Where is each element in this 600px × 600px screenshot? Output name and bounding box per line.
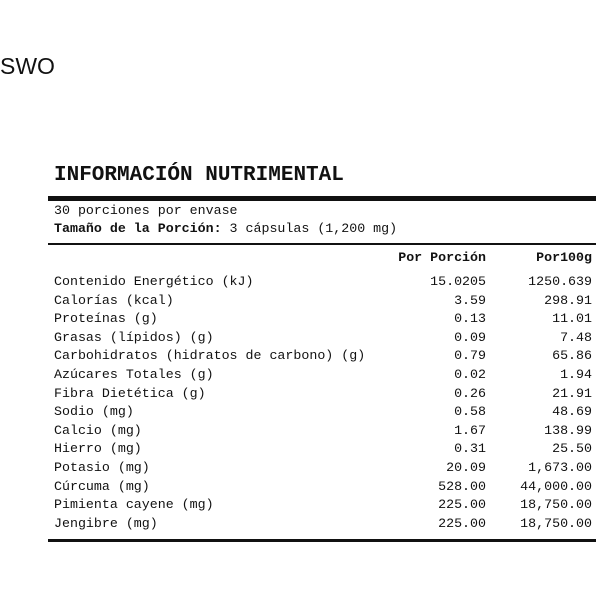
value-per-serving: 225.00: [438, 515, 486, 531]
value-per-serving: 0.58: [454, 404, 486, 420]
table-row: [48, 478, 596, 497]
nutrition-facts-panel: [48, 158, 596, 542]
nutrient-name: Calorías (kcal): [54, 292, 174, 308]
value-per-serving: 0.26: [454, 385, 486, 401]
table-row: [48, 440, 596, 459]
value-per-100g: 65.86: [552, 348, 592, 364]
column-header-per-100g: Por100g: [536, 250, 592, 265]
table-header-row: [48, 245, 596, 269]
column-header-per-serving: Por Porción: [398, 250, 486, 265]
table-row: [48, 347, 596, 366]
serving-size: [54, 220, 596, 238]
table-row: [48, 403, 596, 422]
nutrient-table: [48, 245, 596, 533]
value-per-serving: 1.67: [454, 422, 486, 438]
column-header-nutrient: [48, 245, 376, 269]
table-row: [48, 310, 596, 329]
value-per-100g: 18,750.00: [520, 497, 592, 513]
table-row: [48, 385, 596, 404]
nutrient-name: Jengibre (mg): [54, 515, 158, 531]
nutrient-name: Carbohidratos (hidratos de carbono) (g): [54, 348, 366, 364]
serving-size-label: Tamaño de la Porción:: [54, 221, 222, 236]
table-row: [48, 496, 596, 515]
nutrient-name: Contenido Energético (kJ): [54, 274, 254, 289]
table-row: [48, 422, 596, 441]
table-row: [48, 329, 596, 348]
value-per-serving: 3.59: [454, 292, 486, 308]
table-row: [48, 459, 596, 478]
value-per-100g: 25.50: [552, 441, 592, 457]
table-row: [48, 366, 596, 385]
nutrient-name: Fibra Dietética (g): [54, 385, 206, 401]
brand-name: SWO: [0, 53, 55, 79]
value-per-serving: 225.00: [438, 497, 486, 513]
value-per-100g: 18,750.00: [520, 515, 592, 531]
bottom-divider: [48, 539, 596, 542]
value-per-serving: 528.00: [438, 478, 486, 494]
value-per-serving: 0.31: [454, 441, 486, 457]
value-per-serving: 15.0205: [430, 274, 486, 289]
value-per-100g: 1,673.00: [528, 459, 592, 475]
serving-size-value: 3 cápsulas (1,200 mg): [221, 221, 398, 236]
serving-info: [48, 201, 596, 243]
nutrient-name: Pimienta cayene (mg): [54, 497, 214, 513]
nutrient-name: Proteínas (g): [54, 311, 158, 327]
value-per-serving: 0.09: [454, 329, 486, 345]
value-per-100g: 298.91: [544, 292, 592, 308]
value-per-100g: 11.01: [552, 311, 592, 327]
nutrient-rows: [48, 269, 596, 533]
nutrient-name: Sodio (mg): [54, 404, 134, 420]
servings-per-container: 30 porciones por envase: [54, 203, 238, 218]
value-per-100g: 1250.639: [528, 274, 592, 289]
table-row: [48, 269, 596, 292]
nutrient-name: Grasas (lípidos) (g): [54, 329, 214, 345]
value-per-100g: 138.99: [544, 422, 592, 438]
value-per-100g: 48.69: [552, 404, 592, 420]
value-per-100g: 21.91: [552, 385, 592, 401]
nutrient-name: Azúcares Totales (g): [54, 366, 214, 382]
value-per-serving: 0.02: [454, 366, 486, 382]
panel-title: INFORMACIÓN NUTRIMENTAL: [54, 164, 344, 187]
value-per-serving: 20.09: [446, 459, 486, 475]
value-per-serving: 0.13: [454, 311, 486, 327]
value-per-100g: 7.48: [560, 329, 592, 345]
nutrient-name: Calcio (mg): [54, 422, 142, 438]
table-row: [48, 292, 596, 311]
nutrient-name: Hierro (mg): [54, 441, 142, 457]
value-per-100g: 1.94: [560, 366, 592, 382]
nutrient-name: Cúrcuma (mg): [54, 478, 150, 494]
value-per-serving: 0.79: [454, 348, 486, 364]
table-row: [48, 515, 596, 534]
value-per-100g: 44,000.00: [520, 478, 592, 494]
nutrient-name: Potasio (mg): [54, 459, 150, 475]
